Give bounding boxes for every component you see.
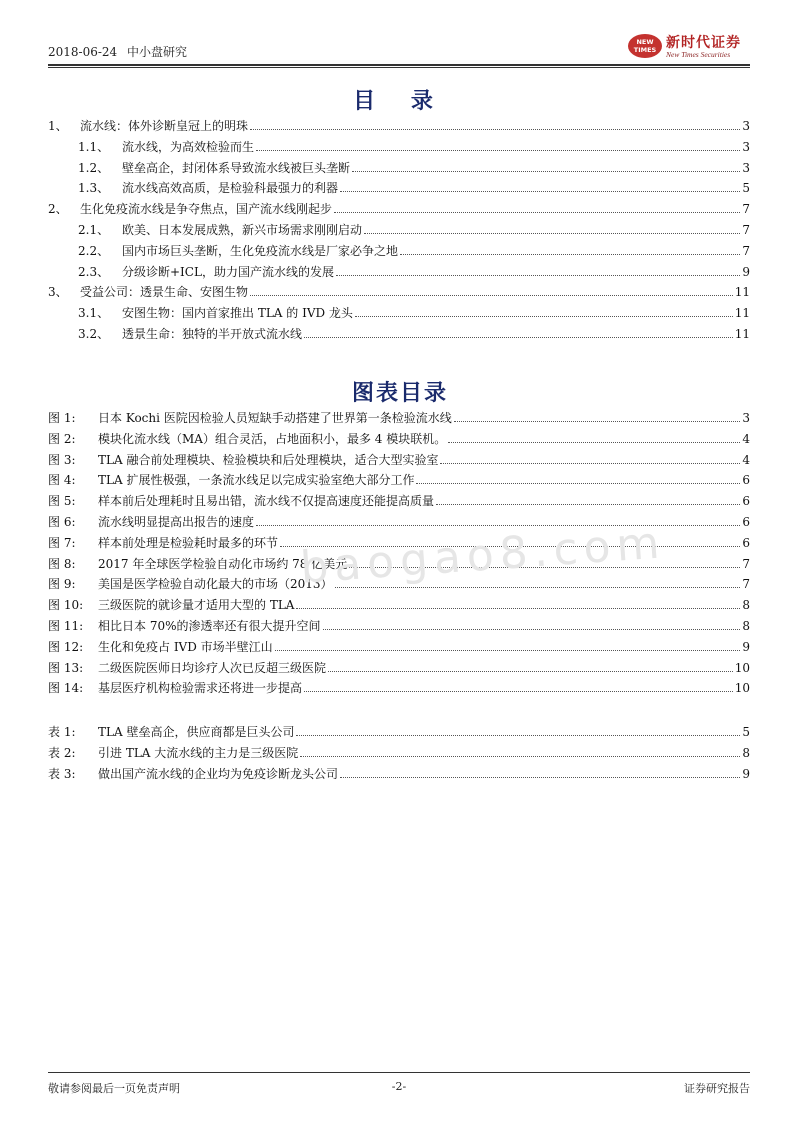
entry-number: 3.2、 [78, 326, 110, 341]
entry-number: 2.1、 [78, 222, 110, 237]
fig-entry[interactable] [48, 596, 750, 617]
page-number: -2- [391, 1080, 407, 1093]
entry-title: 三级医院的就诊量才适用大型的 TLA [98, 598, 295, 613]
toc-entry[interactable] [48, 242, 750, 263]
toc-entry[interactable] [48, 179, 750, 200]
dot-leader [436, 503, 740, 505]
entry-title: 国内市场巨头垄断，生化免疫流水线是厂家必争之地 [122, 243, 399, 258]
toc-entry[interactable] [48, 117, 750, 138]
entry-page: 7 [742, 202, 750, 217]
toc-list [48, 117, 750, 346]
dot-leader [304, 690, 733, 692]
entry-page: 5 [742, 725, 750, 739]
entry-title: 透景生命：独特的半开放式流水线 [122, 326, 303, 341]
fig-entry[interactable] [48, 659, 750, 680]
watermark: baogao8.com [298, 517, 667, 594]
entry-page: 4 [742, 452, 750, 467]
logo-english-name: New Times Securities [666, 50, 731, 59]
entry-number: 图 8: [48, 556, 76, 571]
entry-title: 流水线，为高效检验而生 [122, 139, 255, 154]
dot-leader [355, 315, 733, 317]
fig-entry[interactable] [48, 492, 750, 513]
dot-leader [364, 232, 740, 234]
entry-page: 6 [742, 494, 750, 509]
entry-title: 壁垒高企，封闭体系导致流水线被巨头垄断 [122, 160, 351, 175]
entry-page: 10 [734, 681, 750, 696]
entry-title: 生化和免疫占 IVD 市场半壁江山 [98, 639, 273, 654]
entry-number: 图 13: [48, 660, 84, 675]
toc-entry[interactable] [48, 200, 750, 221]
entry-page: 11 [734, 285, 750, 300]
header-meta [48, 43, 193, 60]
entry-number: 图 3: [48, 452, 76, 467]
toc-entry[interactable] [48, 283, 750, 304]
entry-number: 2、 [48, 202, 68, 217]
entry-title: 样本前后处理耗时且易出错，流水线不仅提高速度还能提高质量 [98, 494, 435, 509]
tab-entry[interactable] [48, 723, 750, 744]
entry-title: 流水线明显提高出报告的速度 [98, 514, 255, 529]
fig-entry[interactable] [48, 409, 750, 430]
entry-title: 流水线高效高质，是检验科最强力的利器 [122, 181, 339, 196]
entry-number: 2.2、 [78, 243, 110, 258]
entry-page: 3 [742, 160, 750, 175]
entry-number: 图 2: [48, 431, 76, 446]
toc-entry[interactable] [48, 221, 750, 242]
report-category: 中小盘研究 [127, 45, 188, 59]
entry-number: 图 11: [48, 618, 84, 633]
entry-number: 图 6: [48, 514, 76, 529]
header-divider-thin [48, 67, 750, 68]
entry-number: 图 1: [48, 411, 76, 425]
page-header [48, 30, 750, 64]
dot-leader [250, 128, 740, 130]
report-date: 2018-06-24 [48, 45, 118, 59]
entry-number: 图 10: [48, 598, 84, 613]
entry-page: 7 [742, 577, 750, 592]
toc-entry[interactable] [48, 325, 750, 346]
entry-title: 二级医院医师日均诊疗人次已反超三级医院 [98, 660, 327, 675]
fig-entry[interactable] [48, 471, 750, 492]
fig-entry[interactable] [48, 617, 750, 638]
entry-page: 9 [742, 766, 750, 781]
entry-title: 相比日本 70%的渗透率还有很大提升空间 [98, 618, 321, 633]
entry-page: 7 [742, 222, 750, 237]
entry-page: 8 [742, 598, 750, 613]
dot-leader [275, 649, 741, 651]
entry-page: 6 [742, 473, 750, 488]
entry-title: 安图生物：国内首家推出 TLA 的 IVD 龙头 [122, 306, 353, 321]
figures-list [48, 409, 750, 700]
fig-entry[interactable] [48, 555, 750, 576]
fig-entry[interactable] [48, 534, 750, 555]
entry-number: 2.3、 [78, 264, 110, 279]
entry-number: 1.3、 [78, 181, 110, 196]
entry-page: 9 [742, 264, 750, 279]
toc-entry[interactable] [48, 263, 750, 284]
toc-entry[interactable] [48, 304, 750, 325]
entry-title: 模块化流水线（MA）组合灵活，占地面积小，最多 4 模块联机。 [98, 431, 447, 446]
dot-leader [256, 524, 740, 526]
logo-chinese-name: 新时代证券 [666, 35, 741, 51]
entry-page: 5 [742, 181, 750, 196]
tab-entry[interactable] [48, 744, 750, 765]
entry-page: 7 [742, 243, 750, 258]
entry-page: 10 [734, 660, 750, 675]
entry-title: 2017 年全球医学检验自动化市场约 78 亿美元 [98, 556, 348, 571]
dot-leader [296, 734, 740, 736]
entry-title: 生化免疫流水线是争夺焦点，国产流水线刚起步 [80, 202, 333, 217]
toc-title: 目 录 [353, 89, 447, 114]
dot-leader [323, 628, 741, 630]
entry-page: 7 [742, 556, 750, 571]
entry-page: 4 [742, 431, 750, 446]
dot-leader [256, 149, 740, 151]
entry-title: 分级诊断+ICL，助力国产流水线的发展 [122, 264, 334, 279]
entry-title: 引进 TLA 大流水线的主力是三级医院 [98, 745, 299, 760]
tab-entry[interactable] [48, 765, 750, 786]
entry-number: 图 12: [48, 639, 84, 654]
entry-title: 日本 Kochi 医院因检验人员短缺手动搭建了世界第一条检验流水线 [98, 411, 452, 425]
entry-number: 图 4: [48, 473, 76, 488]
dot-leader [440, 462, 740, 464]
fig-entry[interactable] [48, 575, 750, 596]
entry-title: 欧美、日本发展成熟，新兴市场需求刚刚启动 [122, 222, 363, 237]
dot-leader [448, 441, 740, 443]
toc-entry[interactable] [48, 138, 750, 159]
dot-leader [335, 586, 741, 588]
footer-divider [48, 1072, 750, 1073]
dot-leader [340, 776, 740, 778]
tables-list [48, 723, 750, 785]
entry-title: 做出国产流水线的企业均为免疫诊断龙头公司 [98, 766, 339, 781]
dot-leader [296, 607, 740, 609]
entry-title: 受益公司：透景生命、安图生物 [80, 285, 249, 300]
dot-leader [400, 253, 740, 255]
entry-page: 11 [734, 326, 750, 341]
entry-page: 6 [742, 514, 750, 529]
entry-number: 表 2: [48, 745, 76, 760]
dot-leader [340, 190, 740, 192]
fig-entry[interactable] [48, 513, 750, 534]
entry-page: 3 [742, 139, 750, 154]
entry-title: 流水线：体外诊断皇冠上的明珠 [80, 119, 249, 133]
dot-leader [334, 211, 740, 213]
dot-leader [352, 170, 740, 172]
entry-title: TLA 壁垒高企，供应商都是巨头公司 [98, 725, 295, 739]
entry-page: 3 [742, 119, 750, 133]
entry-title: TLA 融合前处理模块、检验模块和后处理模块，适合大型实验室 [98, 452, 439, 467]
dot-leader [336, 274, 740, 276]
entry-page: 9 [742, 639, 750, 654]
entry-number: 1.1、 [78, 139, 110, 154]
dot-leader [416, 482, 740, 484]
dot-leader [300, 755, 740, 757]
fig-entry[interactable] [48, 430, 750, 451]
entry-title: 基层医疗机构检验需求还将进一步提高 [98, 681, 303, 696]
dot-leader [454, 420, 741, 422]
disclaimer-note: 敬请参阅最后一页免责声明 [48, 1082, 180, 1095]
entry-page: 6 [742, 535, 750, 550]
entry-number: 图 5: [48, 494, 76, 509]
entry-number: 图 9: [48, 577, 76, 592]
dot-leader [349, 566, 740, 568]
entry-title: TLA 扩展性极强，一条流水线足以完成实验室绝大部分工作 [98, 473, 415, 488]
entry-title: 样本前处理是检验耗时最多的环节 [98, 535, 279, 550]
figures-title: 图表目录 [351, 381, 448, 406]
entry-page: 3 [742, 411, 750, 425]
company-logo [628, 32, 750, 62]
header-divider [48, 64, 750, 66]
fig-entry[interactable] [48, 679, 750, 700]
dot-leader [328, 670, 733, 672]
entry-number: 图 7: [48, 535, 76, 550]
entry-number: 3、 [48, 285, 68, 300]
entry-number: 1.2、 [78, 160, 110, 175]
dot-leader [304, 336, 733, 338]
report-type: 证券研究报告 [684, 1082, 750, 1095]
entry-number: 3.1、 [78, 306, 110, 321]
page-footer [48, 1080, 750, 1096]
entry-page: 11 [734, 306, 750, 321]
toc-entry[interactable] [48, 159, 750, 180]
entry-page: 8 [742, 618, 750, 633]
fig-entry[interactable] [48, 638, 750, 659]
entry-number: 图 14: [48, 681, 84, 696]
logo-badge-icon: NEW TIMES [628, 34, 662, 58]
entry-title: 美国是医学检验自动化最大的市场（2013） [98, 577, 333, 592]
dot-leader [250, 294, 733, 296]
entry-number: 表 3: [48, 766, 76, 781]
fig-entry[interactable] [48, 451, 750, 472]
entry-number: 表 1: [48, 725, 76, 739]
entry-page: 8 [742, 745, 750, 760]
dot-leader [280, 545, 740, 547]
entry-number: 1、 [48, 119, 68, 133]
